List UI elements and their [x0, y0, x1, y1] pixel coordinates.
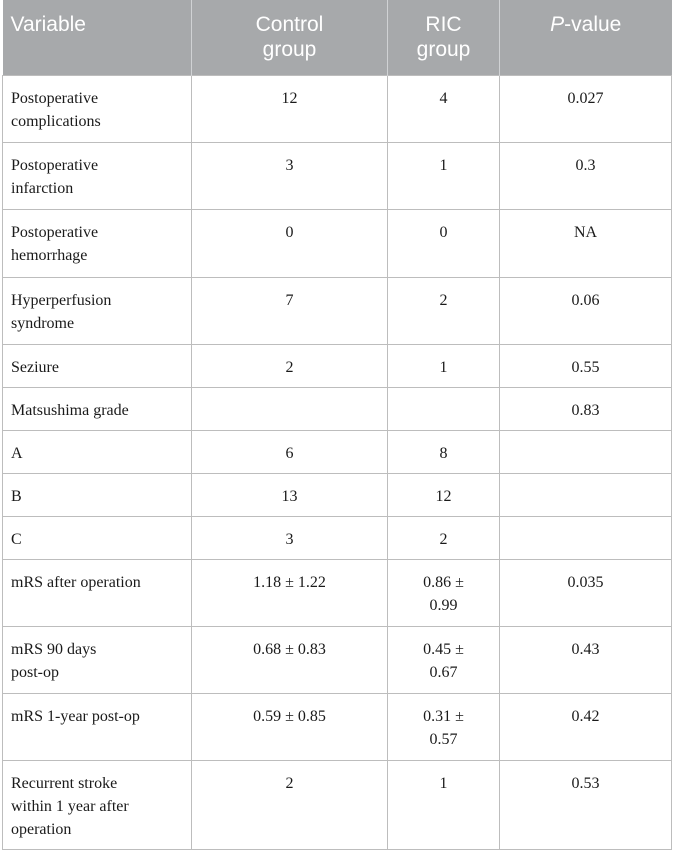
cell-ric: 1	[388, 142, 500, 209]
cell-variable: C	[3, 516, 192, 559]
cell-ric: 1	[388, 344, 500, 387]
table-row	[3, 626, 672, 693]
table-row	[3, 142, 672, 209]
header-p-value	[500, 0, 672, 75]
header-control-group	[192, 0, 388, 75]
table-row	[3, 387, 672, 430]
cell-variable: B	[3, 473, 192, 516]
cell-p-value: 0.55	[500, 344, 672, 387]
cell-ric: 0	[388, 209, 500, 277]
cell-variable: Hyperperfusion syndrome	[3, 277, 192, 344]
header-ric-group	[388, 0, 500, 75]
cell-control: 2	[192, 760, 388, 849]
cell-p-value	[500, 473, 672, 516]
table-row	[3, 516, 672, 559]
cell-p-value: 0.035	[500, 559, 672, 626]
cell-p-value: 0.43	[500, 626, 672, 693]
table-row	[3, 559, 672, 626]
cell-control: 13	[192, 473, 388, 516]
cell-p-value	[500, 430, 672, 473]
cell-variable: Recurrent stroke within 1 year after operation	[3, 760, 192, 849]
cell-p-value: NA	[500, 209, 672, 277]
cell-control: 0	[192, 209, 388, 277]
cell-p-value	[500, 516, 672, 559]
table-row	[3, 209, 672, 277]
cell-ric	[388, 387, 500, 430]
cell-control: 1.18 ± 1.22	[192, 559, 388, 626]
cell-variable: A	[3, 430, 192, 473]
table-row	[3, 693, 672, 760]
cell-p-value: 0.53	[500, 760, 672, 849]
cell-variable: Matsushima grade	[3, 387, 192, 430]
table-row	[3, 430, 672, 473]
header-row	[3, 0, 672, 75]
cell-variable: mRS after operation	[3, 559, 192, 626]
cell-control: 2	[192, 344, 388, 387]
cell-ric: 12	[388, 473, 500, 516]
header-variable: Variable	[10, 13, 86, 36]
header-ric-label: RIC group	[416, 13, 471, 61]
cell-control	[192, 387, 388, 430]
cell-variable: mRS 90 days post-op	[3, 626, 192, 693]
cell-ric: 2	[388, 516, 500, 559]
cell-p-value: 0.027	[500, 75, 672, 142]
cell-control: 3	[192, 142, 388, 209]
cell-ric: 8	[388, 430, 500, 473]
cell-p-value: 0.3	[500, 142, 672, 209]
cell-ric: 4	[388, 75, 500, 142]
cell-control: 7	[192, 277, 388, 344]
cell-p-value: 0.83	[500, 387, 672, 430]
header-p-rest: -value	[564, 13, 622, 36]
cell-control: 12	[192, 75, 388, 142]
cell-variable: Postoperative hemorrhage	[3, 209, 192, 277]
results-table	[2, 0, 672, 850]
cell-p-value: 0.06	[500, 277, 672, 344]
table-row	[3, 277, 672, 344]
cell-ric: 0.45 ± 0.67	[388, 626, 500, 693]
cell-ric: 0.31 ± 0.57	[388, 693, 500, 760]
cell-variable: mRS 1-year post-op	[3, 693, 192, 760]
cell-control: 3	[192, 516, 388, 559]
header-p-italic: P	[550, 13, 565, 36]
table-row	[3, 473, 672, 516]
cell-p-value: 0.42	[500, 693, 672, 760]
cell-ric: 1	[388, 760, 500, 849]
cell-ric: 0.86 ± 0.99	[388, 559, 500, 626]
cell-control: 6	[192, 430, 388, 473]
cell-ric: 2	[388, 277, 500, 344]
cell-control: 0.59 ± 0.85	[192, 693, 388, 760]
header-control-label: Control group	[255, 13, 324, 61]
table-row	[3, 760, 672, 849]
cell-control: 0.68 ± 0.83	[192, 626, 388, 693]
table-row	[3, 75, 672, 142]
table-row	[3, 344, 672, 387]
cell-variable: Postoperative infarction	[3, 142, 192, 209]
cell-variable: Seziure	[3, 344, 192, 387]
cell-variable: Postoperative complications	[3, 75, 192, 142]
